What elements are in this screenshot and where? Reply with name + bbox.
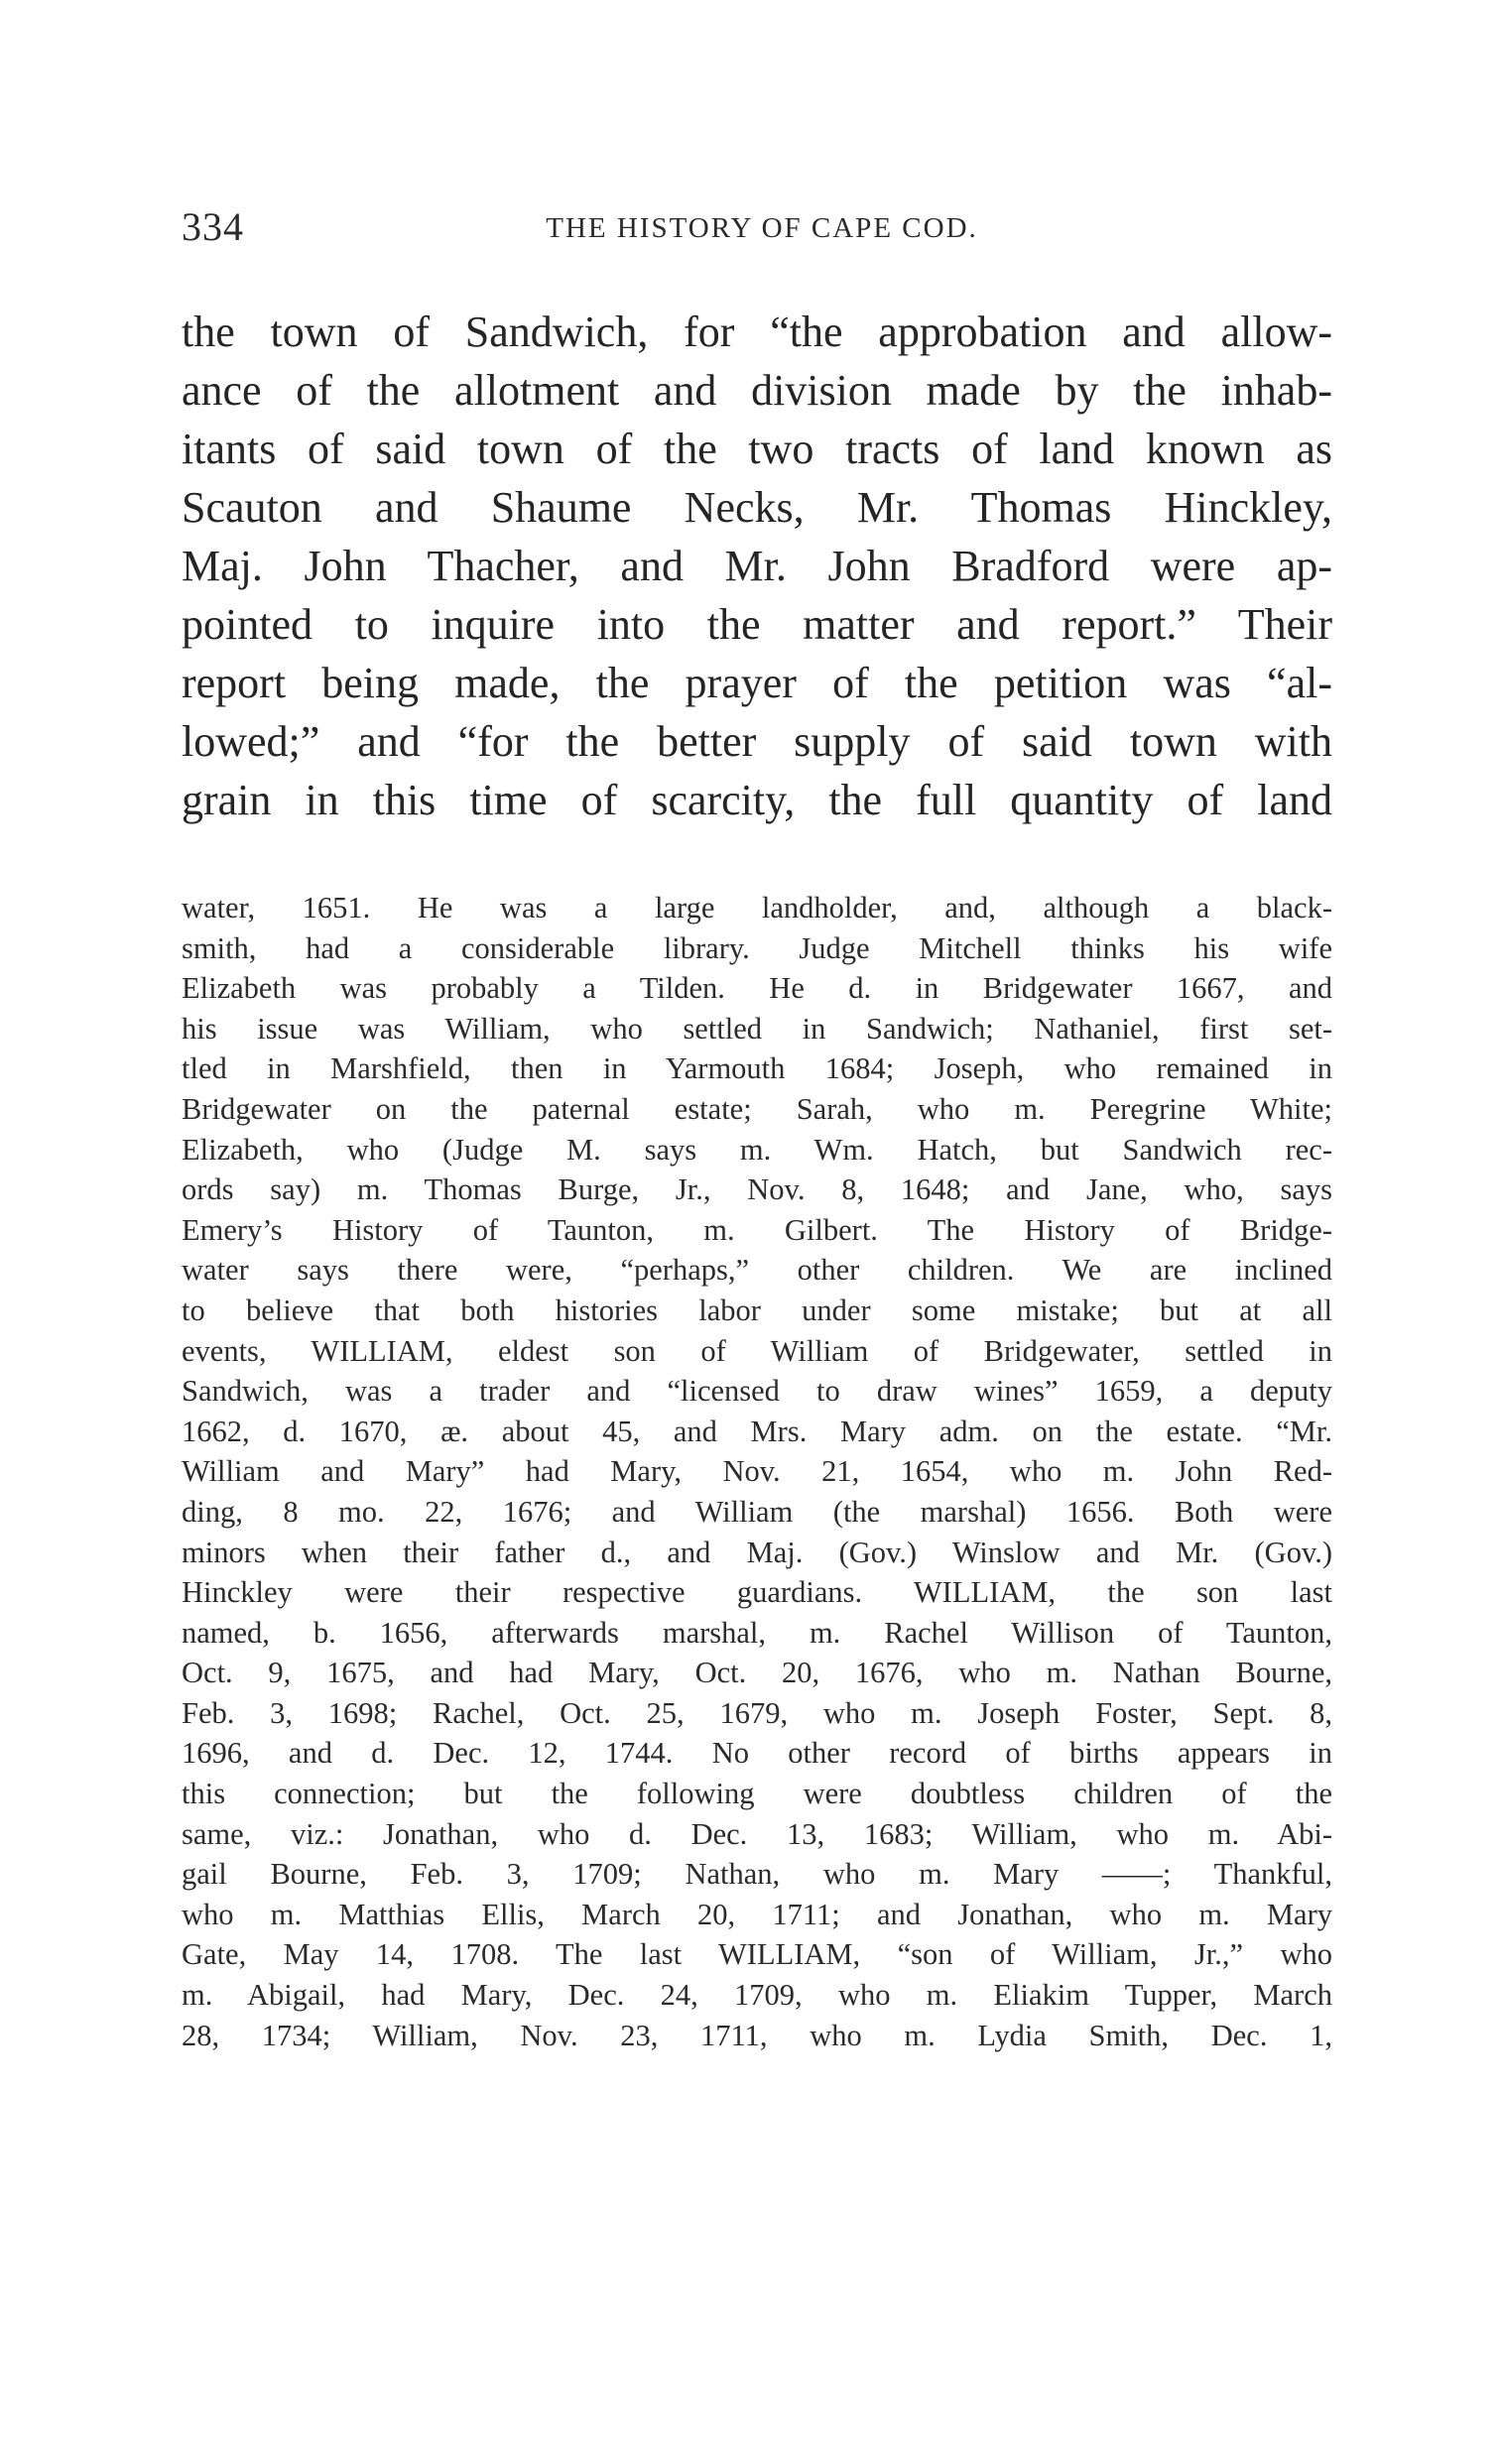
footnote-line: 1662, d. 1670, æ. about 45, and Mrs. Mary adm. on the estate. “Mr. bbox=[182, 1414, 1332, 1448]
footnote-line: Emery’s History of Taunton, m. Gilbert. The History of Bridge- bbox=[182, 1212, 1332, 1247]
footnote-line: named, b. 1656, afterwards marshal, m. Rachel Willison of Taunton, bbox=[182, 1615, 1332, 1650]
footnote-line: Sandwich, was a trader and “licensed to draw wines” 1659, a deputy bbox=[182, 1374, 1332, 1409]
footnote-line: smith, had a considerable library. Judge Mitchell thinks his wife bbox=[182, 930, 1332, 965]
footnote-line: ords say) m. Thomas Burge, Jr., Nov. 8, 1648; and Jane, who, says bbox=[182, 1172, 1332, 1207]
body-line: lowed;” and “for the better supply of said town with bbox=[182, 717, 1332, 766]
body-line: report being made, the prayer of the petition was “al- bbox=[182, 659, 1332, 707]
footnote-line: his issue was William, who settled in Sandwich; Nathaniel, first set- bbox=[182, 1011, 1332, 1046]
footnote-line: water says there were, “perhaps,” other children. We are inclined bbox=[182, 1253, 1332, 1288]
footnote-line: 1696, and d. Dec. 12, 1744. No other record of births appears in bbox=[182, 1736, 1332, 1771]
footnote-line: 28, 1734; William, Nov. 23, 1711, who m. Lydia Smith, Dec. 1, bbox=[182, 2018, 1332, 2052]
footnote-line: Elizabeth was probably a Tilden. He d. in Bridgewater 1667, and bbox=[182, 971, 1332, 1006]
footnote-line: gail Bourne, Feb. 3, 1709; Nathan, who m. Mary ——; Thankful, bbox=[182, 1857, 1332, 1892]
body-line: the town of Sandwich, for “the approbation and allow- bbox=[182, 308, 1332, 356]
footnote-line: William and Mary” had Mary, Nov. 21, 1654, who m. John Red- bbox=[182, 1454, 1332, 1489]
body-line: Maj. John Thacher, and Mr. John Bradford were ap- bbox=[182, 542, 1332, 590]
body-line: itants of said town of the two tracts of land known as bbox=[182, 425, 1332, 473]
footnote bbox=[182, 888, 1332, 2055]
body-line: ance of the allotment and division made by the inhab- bbox=[182, 366, 1332, 415]
running-title: THE HISTORY OF CAPE COD. bbox=[546, 212, 978, 244]
footnote-line: who m. Matthias Ellis, March 20, 1711; and Jonathan, who m. Mary bbox=[182, 1897, 1332, 1931]
body-line: grain in this time of scarcity, the full quantity of land bbox=[182, 776, 1332, 824]
footnote-line: Gate, May 14, 1708. The last WILLIAM, “son of William, Jr.,” who bbox=[182, 1937, 1332, 1972]
footnote-line: minors when their father d., and Maj. (Gov.) Winslow and Mr. (Gov.) bbox=[182, 1535, 1332, 1569]
footnote-line: ding, 8 mo. 22, 1676; and William (the marshal) 1656. Both were bbox=[182, 1494, 1332, 1529]
body-paragraph bbox=[182, 303, 1332, 829]
footnote-line: Bridgewater on the paternal estate; Sarah, who m. Peregrine White; bbox=[182, 1091, 1332, 1126]
page-number: 334 bbox=[182, 204, 244, 249]
footnote-line: same, viz.: Jonathan, who d. Dec. 13, 1683; William, who m. Abi- bbox=[182, 1816, 1332, 1851]
footnote-line: water, 1651. He was a large landholder, and, although a black- bbox=[182, 891, 1332, 924]
footnote-line: Oct. 9, 1675, and had Mary, Oct. 20, 1676, who m. Nathan Bourne, bbox=[182, 1656, 1332, 1690]
body-line: pointed to inquire into the matter and report.” Their bbox=[182, 600, 1332, 649]
footnote-line: to believe that both histories labor under some mistake; but at all bbox=[182, 1293, 1332, 1327]
footnote-line: Hinckley were their respective guardians. WILLIAM, the son last bbox=[182, 1575, 1332, 1610]
footnote-line: this connection; but the following were doubtless children of the bbox=[182, 1777, 1332, 1811]
footnote-line: Feb. 3, 1698; Rachel, Oct. 25, 1679, who m. Joseph Foster, Sept. 8, bbox=[182, 1695, 1332, 1730]
footnote-line: Elizabeth, who (Judge M. says m. Wm. Hatch, but Sandwich rec- bbox=[182, 1132, 1332, 1167]
running-head bbox=[182, 202, 1342, 252]
footnote-line: events, WILLIAM, eldest son of William of Bridgewater, settled in bbox=[182, 1333, 1332, 1368]
body-line: Scauton and Shaume Necks, Mr. Thomas Hinckley, bbox=[182, 483, 1332, 532]
footnote-line: tled in Marshfield, then in Yarmouth 1684; Joseph, who remained in bbox=[182, 1051, 1332, 1086]
footnote-line: m. Abigail, had Mary, Dec. 24, 1709, who m. Eliakim Tupper, March bbox=[182, 1978, 1332, 2013]
